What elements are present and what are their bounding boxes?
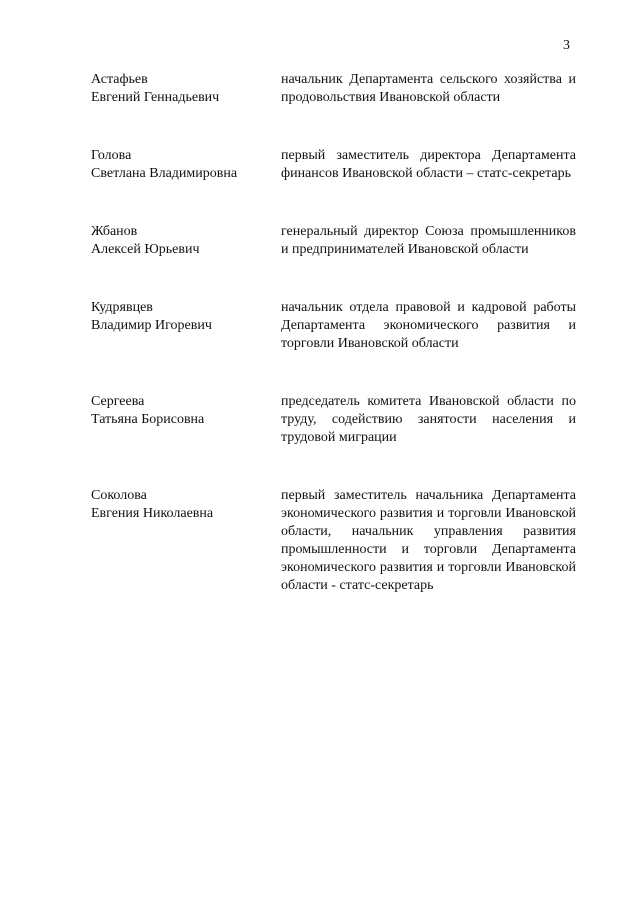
member-surname: Астафьев: [91, 72, 148, 87]
member-name: [91, 147, 271, 183]
member-given-names: Светлана Владимировна: [91, 166, 238, 181]
member-given-names: Владимир Игоревич: [91, 318, 212, 333]
member-surname: Жбанов: [91, 224, 138, 239]
member-entry: [0, 299, 640, 353]
member-name: [91, 71, 271, 107]
member-position: начальник отдела правовой и кадровой работы Департамента экономического развития и торговли Ивановской области: [281, 300, 576, 351]
member-entry: [0, 393, 640, 447]
member-name: [91, 393, 271, 429]
member-position: председатель комитета Ивановской области по труду, содействию занятости населения и трудовой миграции: [281, 394, 576, 445]
member-name: [91, 487, 271, 523]
member-surname: Голова: [91, 148, 132, 163]
member-entry: [0, 487, 640, 595]
member-position: начальник Департамента сельского хозяйства и продовольствия Ивановской области: [281, 72, 576, 105]
member-name: [91, 299, 271, 335]
member-given-names: Евгений Геннадьевич: [91, 90, 220, 105]
member-surname: Соколова: [91, 488, 147, 503]
member-entry: [0, 71, 640, 107]
member-surname: Кудрявцев: [91, 300, 153, 315]
member-name: [91, 223, 271, 259]
member-list: [0, 71, 640, 635]
member-position: первый заместитель начальника Департамента экономического развития и торговли Ивановской области, начальник управления развития промышленности и торговли Департамента экономического развития и торговли Ивановской области - статс-секретарь: [281, 488, 576, 593]
member-given-names: Евгения Николаевна: [91, 506, 214, 521]
member-given-names: Татьяна Борисовна: [91, 412, 205, 427]
member-surname: Сергеева: [91, 394, 145, 409]
member-entry: [0, 223, 640, 259]
member-given-names: Алексей Юрьевич: [91, 242, 200, 257]
member-entry: [0, 147, 640, 183]
member-position: первый заместитель директора Департамента финансов Ивановской области – статс-секретарь: [281, 148, 576, 181]
page-number: 3: [563, 38, 570, 53]
member-position: генеральный директор Союза промышленников и предпринимателей Ивановской области: [281, 224, 576, 257]
